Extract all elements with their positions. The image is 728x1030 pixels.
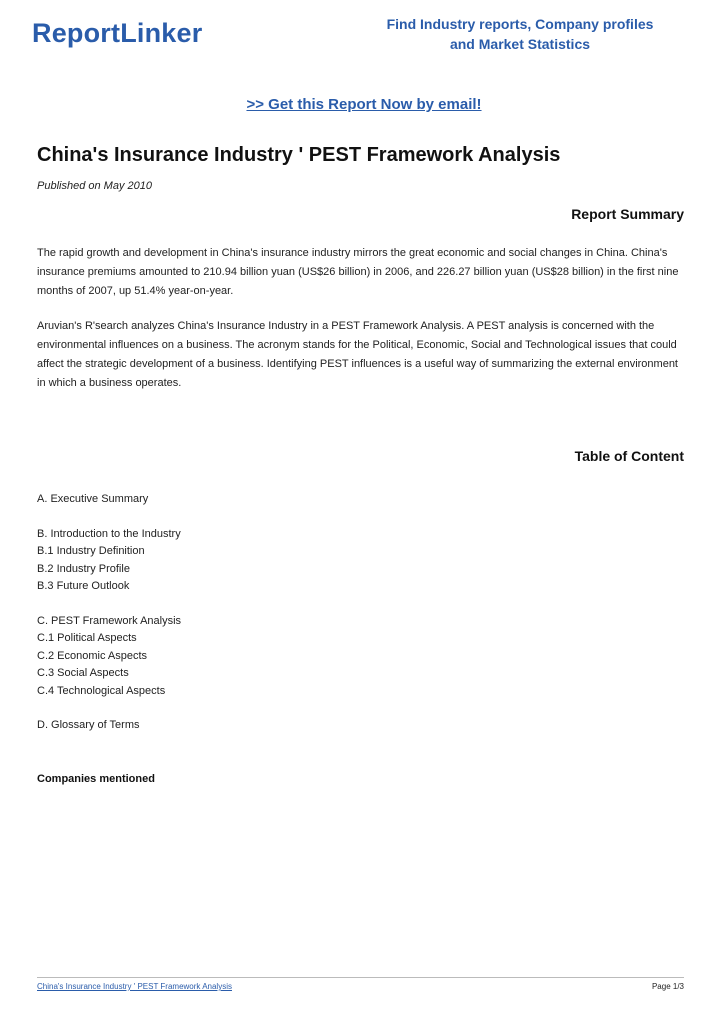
summary-paragraph: The rapid growth and development in China's insurance industry mirrors the great economic and social changes in China. China's insurance premiums amounted to 210.94 billion yuan (US$26 billion) in 2006, and 226.27 billion yuan (US$28 billion) in the first nine months of 2007, up 51.4% year-on-year. [37,247,679,297]
page-title: China's Insurance Industry ' PEST Framework Analysis [37,144,561,166]
header-tagline [370,14,670,54]
toc-group-a [37,491,437,509]
companies-mentioned-heading: Companies mentioned [37,773,155,785]
toc-item: D. Glossary of Terms [37,719,140,731]
toc-item: B.2 Industry Profile [37,562,130,575]
toc-item: C. PEST Framework Analysis [37,614,182,627]
footer-divider [37,977,684,978]
tagline-line-1: Find Industry reports, Company profiles [386,16,654,32]
tagline-line-2: and Market Statistics [449,36,591,52]
table-of-content [37,491,437,752]
toc-item: B.3 Future Outlook [37,580,130,592]
summary-paragraph: Aruvian's R'search analyzes China's Insurance Industry in a PEST Framework Analysis. A PEST analysis is concerned with the environmental influences on a business. The acronym stands for the Political, Economic, Social and Technological issues that could affect the strategic development of a business. Identifying PEST influences is a useful way of summarizing the external environment in which a business operates. [37,320,678,389]
toc-heading: Table of Content [574,448,684,464]
toc-group-b [37,526,437,596]
brand-logo[interactable]: ReportLinker [32,18,203,48]
toc-item: B.1 Industry Definition [37,545,145,557]
toc-item: C.2 Economic Aspects [37,649,148,662]
page-number: Page 1/3 [651,982,684,991]
toc-group-d [37,717,437,735]
report-summary [37,244,687,409]
report-summary-heading: Report Summary [571,206,684,222]
get-report-link[interactable]: >> Get this Report Now by email! [246,96,482,113]
published-date: Published on May 2010 [37,180,152,192]
footer-report-link[interactable]: China's Insurance Industry ' PEST Framework Analysis [37,982,232,991]
toc-group-c [37,613,437,701]
toc-item: C.1 Political Aspects [37,632,137,644]
toc-item: C.4 Technological Aspects [37,684,166,697]
cta-container [0,96,728,114]
toc-item: A. Executive Summary [37,493,149,505]
toc-item: C.3 Social Aspects [37,667,129,679]
toc-item: B. Introduction to the Industry [37,527,181,540]
